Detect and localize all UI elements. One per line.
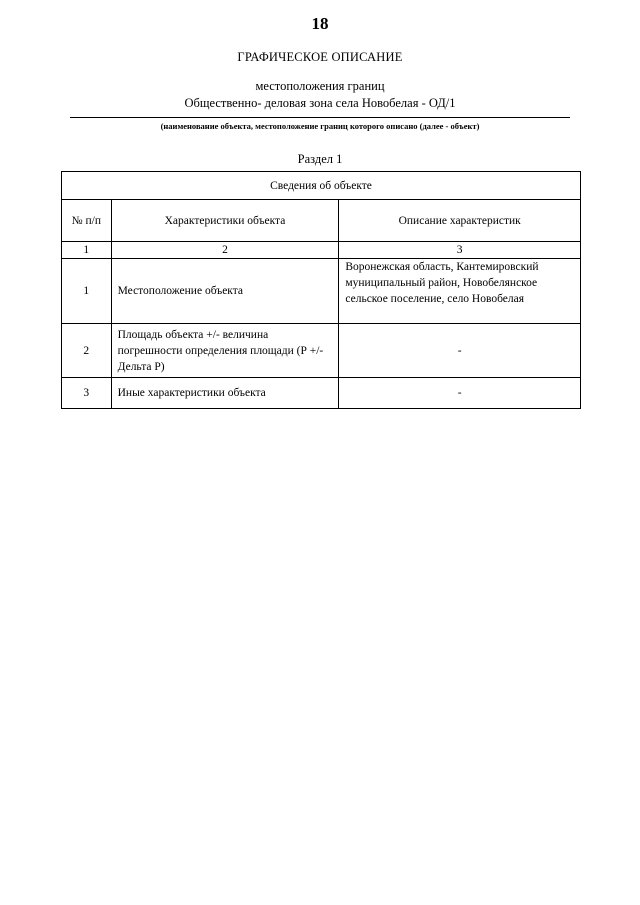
subtitle-line-1: местоположения границ bbox=[255, 79, 385, 93]
row-description: - bbox=[339, 378, 581, 409]
subtitle-line-2: Общественно- деловая зона села Новобелая - ОД/1 bbox=[184, 96, 456, 110]
table-heading: Сведения об объекте bbox=[62, 172, 581, 200]
table-row bbox=[62, 378, 581, 409]
table-row bbox=[62, 324, 581, 378]
column-number-row bbox=[62, 242, 581, 259]
column-number-1: 1 bbox=[62, 242, 112, 259]
object-info-table bbox=[61, 171, 581, 409]
table-heading-row bbox=[62, 172, 581, 200]
row-characteristic: Площадь объекта +/- величина погрешности определения площади (Р +/- Дельта Р) bbox=[111, 324, 339, 378]
table-row bbox=[62, 259, 581, 324]
section-label: Раздел 1 bbox=[297, 152, 343, 166]
row-number: 1 bbox=[62, 259, 112, 324]
row-description: Воронежская область, Кантемировский муниципальный район, Новобелянское сельское поселение, село Новобелая bbox=[339, 259, 581, 324]
row-number: 2 bbox=[62, 324, 112, 378]
object-caption: (наименование объекта, местоположение границ которого описано (далее - объект) bbox=[160, 121, 480, 131]
column-header-num: № п/п bbox=[62, 200, 112, 242]
column-number-3: 3 bbox=[339, 242, 581, 259]
column-number-2: 2 bbox=[111, 242, 339, 259]
row-characteristic: Местоположение объекта bbox=[111, 259, 339, 324]
column-header-characteristic: Характеристики объекта bbox=[111, 200, 339, 242]
row-characteristic: Иные характеристики объекта bbox=[111, 378, 339, 409]
row-number: 3 bbox=[62, 378, 112, 409]
page-number: 18 bbox=[311, 14, 329, 33]
document-title: ГРАФИЧЕСКОЕ ОПИСАНИЕ bbox=[237, 50, 403, 64]
column-header-description: Описание характеристик bbox=[339, 200, 581, 242]
row-description: - bbox=[339, 324, 581, 378]
table-header-row bbox=[62, 200, 581, 242]
underline-rule bbox=[70, 117, 570, 118]
